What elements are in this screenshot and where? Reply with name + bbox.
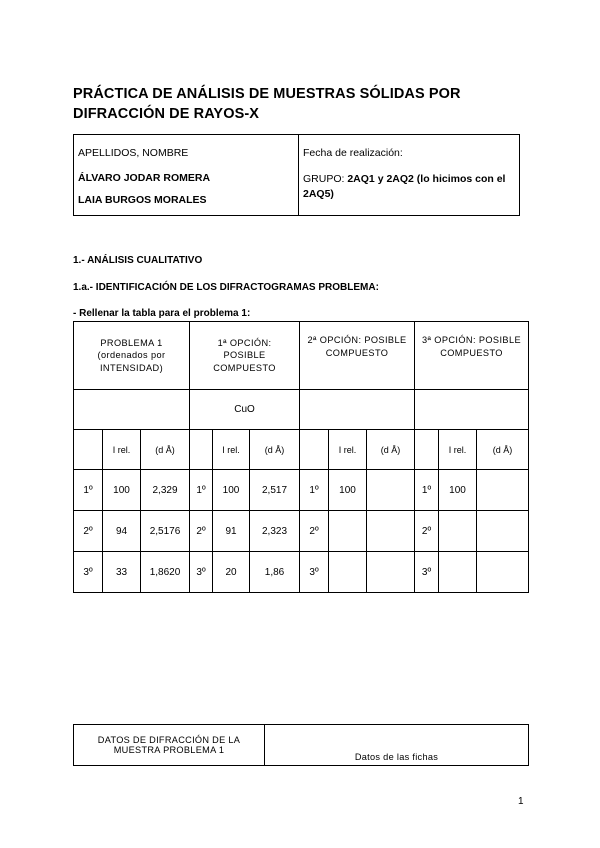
irel-cell: 100 bbox=[103, 470, 141, 511]
table-row bbox=[74, 511, 529, 552]
option3-header-line-2: COMPUESTO bbox=[440, 347, 503, 358]
rank-cell: 1º bbox=[415, 470, 439, 511]
page-number: 1 bbox=[518, 796, 524, 807]
irel-cell: 33 bbox=[103, 552, 141, 593]
fill-instruction: - Rellenar la tabla para el problema 1: bbox=[73, 308, 251, 319]
group-value: 2AQ1 y 2AQ2 (lo hicimos con el 2AQ5) bbox=[303, 173, 506, 200]
rank-cell: 2º bbox=[415, 511, 439, 552]
rank-cell: 1º bbox=[300, 470, 329, 511]
d-cell bbox=[477, 552, 529, 593]
rank-cell: 1º bbox=[74, 470, 103, 511]
rank-cell: 1º bbox=[190, 470, 213, 511]
d-cell bbox=[367, 470, 415, 511]
title-line-2: DIFRACCIÓN DE RAYOS-X bbox=[73, 106, 260, 122]
rank-cell: 3º bbox=[415, 552, 439, 593]
irel-cell bbox=[329, 511, 367, 552]
option3-header-line-1: 3ª OPCIÓN: POSIBLE bbox=[422, 335, 521, 345]
date-group-cell bbox=[299, 135, 520, 216]
subheader-row bbox=[74, 430, 529, 470]
irel-cell: 20 bbox=[213, 552, 250, 593]
irel-cell bbox=[439, 552, 477, 593]
irel-header: I rel. bbox=[103, 430, 141, 470]
rank-cell: 3º bbox=[300, 552, 329, 593]
problem-header-line-3: INTENSIDAD) bbox=[99, 362, 164, 373]
title-line-1: PRÁCTICA DE ANÁLISIS DE MUESTRAS SÓLIDAS POR bbox=[73, 86, 461, 102]
group-line bbox=[303, 172, 515, 202]
document-title bbox=[73, 84, 493, 124]
option2-header bbox=[300, 322, 415, 390]
irel-cell bbox=[439, 511, 477, 552]
blank-cell bbox=[190, 430, 213, 470]
problem-header-line-2: (ordenados por bbox=[97, 350, 166, 361]
d-cell bbox=[477, 470, 529, 511]
d-cell bbox=[367, 511, 415, 552]
sample-data-line-2: MUESTRA PROBLEMA 1 bbox=[113, 745, 225, 755]
student-name-1: ÁLVARO JODAR ROMERA bbox=[78, 172, 211, 184]
d-cell: 1,8620 bbox=[141, 552, 190, 593]
option1-header-line-1: 1ª OPCIÓN: bbox=[217, 337, 272, 348]
header-row bbox=[74, 322, 529, 390]
diffraction-data-table bbox=[73, 724, 529, 766]
irel-header: I rel. bbox=[439, 430, 477, 470]
sample-data-header bbox=[74, 725, 265, 766]
option1-compound: CuO bbox=[190, 390, 300, 430]
option1-header bbox=[190, 322, 300, 390]
irel-header: I rel. bbox=[329, 430, 367, 470]
table-row bbox=[74, 470, 529, 511]
irel-cell: 100 bbox=[329, 470, 367, 511]
names-label: APELLIDOS, NOMBRE bbox=[78, 147, 189, 159]
names-cell bbox=[74, 135, 299, 216]
card-data-header: Datos de las fichas bbox=[265, 725, 529, 766]
option3-header bbox=[415, 322, 529, 390]
d-header: (d Å) bbox=[367, 430, 415, 470]
problem-name-cell bbox=[74, 390, 190, 430]
sample-data-line-1: DATOS DE DIFRACCIÓN DE LA bbox=[97, 735, 241, 745]
d-cell: 2,323 bbox=[250, 511, 300, 552]
d-cell: 2,329 bbox=[141, 470, 190, 511]
d-cell bbox=[367, 552, 415, 593]
student-name-2: LAIA BURGOS MORALES bbox=[78, 194, 207, 206]
blank-cell bbox=[415, 430, 439, 470]
blank-cell bbox=[74, 430, 103, 470]
option1-header-line-2: POSIBLE bbox=[223, 350, 266, 361]
problem-table bbox=[73, 321, 529, 593]
blank-cell bbox=[300, 430, 329, 470]
option2-compound bbox=[300, 390, 415, 430]
option2-header-line-2: COMPUESTO bbox=[325, 347, 389, 358]
rank-cell: 2º bbox=[300, 511, 329, 552]
irel-cell bbox=[329, 552, 367, 593]
section-heading-1a: 1.a.- IDENTIFICACIÓN DE LOS DIFRACTOGRAMAS PROBLEMA: bbox=[73, 282, 379, 293]
compound-name-row bbox=[74, 390, 529, 430]
rank-cell: 3º bbox=[74, 552, 103, 593]
irel-cell: 91 bbox=[213, 511, 250, 552]
problem-header bbox=[74, 322, 190, 390]
section-heading-1: 1.- ANÁLISIS CUALITATIVO bbox=[73, 255, 203, 266]
d-header: (d Å) bbox=[477, 430, 529, 470]
d-cell: 2,5176 bbox=[141, 511, 190, 552]
d-cell: 1,86 bbox=[250, 552, 300, 593]
rank-cell: 2º bbox=[190, 511, 213, 552]
d-cell bbox=[477, 511, 529, 552]
option1-header-line-3: COMPUESTO bbox=[213, 362, 276, 373]
option2-header-line-1: 2ª OPCIÓN: POSIBLE bbox=[307, 335, 407, 345]
problem-header-line-1: PROBLEMA 1 bbox=[100, 337, 163, 348]
rank-cell: 3º bbox=[190, 552, 213, 593]
option3-compound bbox=[415, 390, 529, 430]
rank-cell: 2º bbox=[74, 511, 103, 552]
d-header: (d Å) bbox=[141, 430, 190, 470]
group-label: GRUPO: bbox=[303, 173, 348, 185]
date-label: Fecha de realización: bbox=[303, 147, 403, 159]
d-cell: 2,517 bbox=[250, 470, 300, 511]
d-header: (d Å) bbox=[250, 430, 300, 470]
irel-header: I rel. bbox=[213, 430, 250, 470]
student-info-table bbox=[73, 134, 520, 216]
irel-cell: 100 bbox=[439, 470, 477, 511]
irel-cell: 100 bbox=[213, 470, 250, 511]
table-row bbox=[74, 552, 529, 593]
irel-cell: 94 bbox=[103, 511, 141, 552]
